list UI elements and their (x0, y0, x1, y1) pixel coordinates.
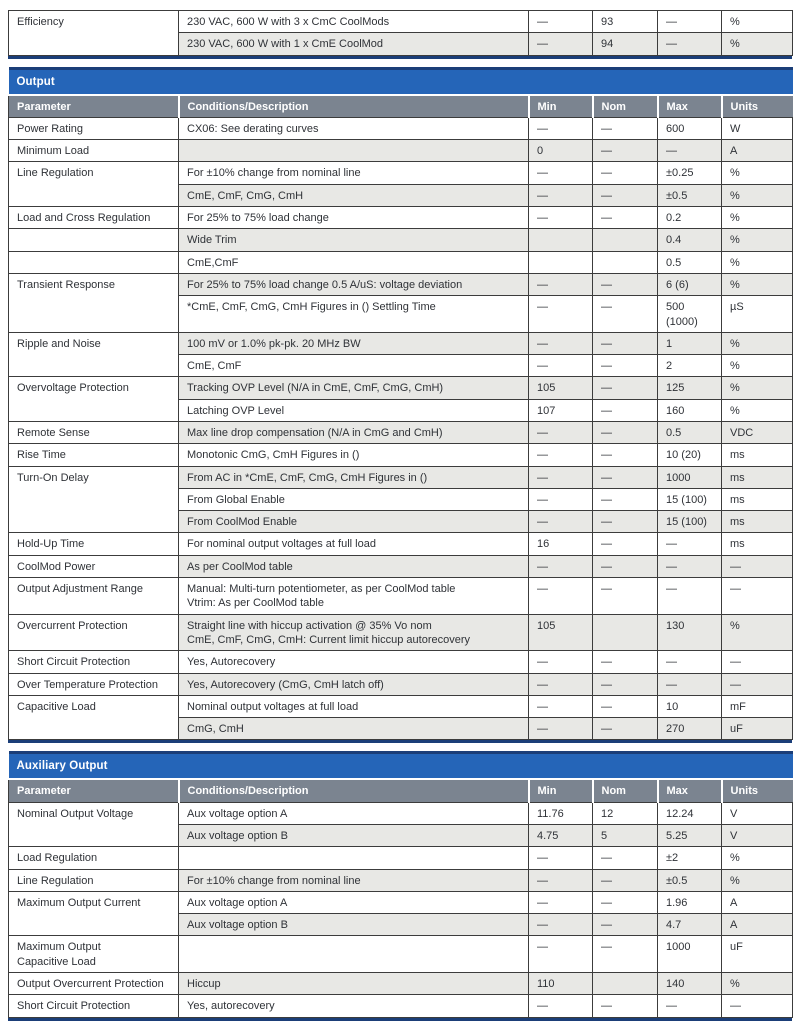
nom-cell: — (593, 673, 658, 695)
nom-cell: — (593, 869, 658, 891)
units-cell: % (722, 614, 793, 651)
output-table (8, 67, 792, 744)
table-row (9, 229, 793, 251)
units-cell: ms (722, 511, 793, 533)
cond-cell: Aux voltage option A (179, 891, 529, 913)
min-cell: 105 (529, 377, 593, 399)
max-cell: — (658, 11, 722, 33)
min-cell: — (529, 914, 593, 936)
nom-cell: — (593, 533, 658, 555)
param-cell: Line Regulation (9, 869, 179, 891)
cond-cell (179, 614, 529, 651)
param-cell: Short Circuit Protection (9, 995, 179, 1017)
units-cell: % (722, 332, 793, 354)
units-cell: W (722, 117, 793, 139)
min-cell: — (529, 466, 593, 488)
nom-cell (593, 614, 658, 651)
units-cell: % (722, 869, 793, 891)
units-cell: uF (722, 718, 793, 740)
param-cell: Load Regulation (9, 847, 179, 869)
table-row (9, 162, 793, 184)
units-cell: A (722, 891, 793, 913)
param-cell: Remote Sense (9, 421, 179, 443)
nom-cell: — (593, 140, 658, 162)
table-row (9, 533, 793, 555)
max-cell: 1000 (658, 936, 722, 973)
nom-cell: — (593, 355, 658, 377)
nom-cell: — (593, 578, 658, 615)
param-cell: Maximum Output Current (9, 891, 179, 936)
units-cell: — (722, 651, 793, 673)
param-line: Capacitive Load (17, 955, 96, 968)
min-cell: 4.75 (529, 824, 593, 846)
min-cell: — (529, 995, 593, 1017)
units-cell: % (722, 355, 793, 377)
units-cell: % (722, 229, 793, 251)
cond-cell: For ±10% change from nominal line (179, 162, 529, 184)
nom-cell: — (593, 444, 658, 466)
param-cell: Line Regulation (9, 162, 179, 207)
min-cell: — (529, 695, 593, 717)
max-cell: 4.7 (658, 914, 722, 936)
min-cell: — (529, 332, 593, 354)
nom-cell: — (593, 995, 658, 1017)
min-cell: — (529, 273, 593, 295)
table-row (9, 673, 793, 695)
max-cell: 0.5 (658, 251, 722, 273)
param-cell (9, 936, 179, 973)
cond-line: Manual: Multi-turn potentiometer, as per CoolMod table (187, 583, 456, 596)
min-cell: — (529, 578, 593, 615)
section-header-row (9, 753, 793, 779)
units-cell: A (722, 140, 793, 162)
cond-cell: 100 mV or 1.0% pk-pk. 20 MHz BW (179, 332, 529, 354)
nom-cell: 5 (593, 824, 658, 846)
nom-cell: — (593, 377, 658, 399)
units-cell: µS (722, 296, 793, 333)
param-cell: Nominal Output Voltage (9, 802, 179, 847)
param-cell: Rise Time (9, 444, 179, 466)
cond-cell: Hiccup (179, 973, 529, 995)
max-cell: — (658, 555, 722, 577)
nom-cell: — (593, 651, 658, 673)
nom-cell (593, 251, 658, 273)
max-cell: 6 (6) (658, 273, 722, 295)
cond-cell: *CmE, CmF, CmG, CmH Figures in () Settling Time (179, 296, 529, 333)
nom-cell (593, 229, 658, 251)
param-cell: Turn-On Delay (9, 466, 179, 533)
min-cell: — (529, 207, 593, 229)
cond-line: CmE, CmF, CmG, CmH: Current limit hiccup autorecovery (187, 633, 470, 646)
max-cell: 10 (658, 695, 722, 717)
max-cell: 160 (658, 399, 722, 421)
max-cell: 15 (100) (658, 488, 722, 510)
spec-table (8, 67, 793, 741)
nom-cell: — (593, 695, 658, 717)
min-cell: — (529, 162, 593, 184)
units-cell: uF (722, 936, 793, 973)
units-cell: ms (722, 466, 793, 488)
cond-line: Vtrim: As per CoolMod table (187, 597, 324, 610)
max-cell: 0.4 (658, 229, 722, 251)
param-cell: Overcurrent Protection (9, 614, 179, 651)
param-cell: CoolMod Power (9, 555, 179, 577)
max-cell: 500 (1000) (658, 296, 722, 333)
cond-cell: Aux voltage option B (179, 824, 529, 846)
cond-cell: From Global Enable (179, 488, 529, 510)
cond-cell (179, 936, 529, 973)
param-cell: Output Adjustment Range (9, 578, 179, 615)
section-header: Output (9, 68, 793, 94)
nom-cell: — (593, 914, 658, 936)
nom-cell: — (593, 296, 658, 333)
units-cell: ms (722, 444, 793, 466)
cond-cell: Nominal output voltages at full load (179, 695, 529, 717)
max-cell: ±0.5 (658, 184, 722, 206)
units-cell: V (722, 824, 793, 846)
max-cell: — (658, 651, 722, 673)
param-line: Maximum Output (17, 941, 101, 954)
units-cell: — (722, 578, 793, 615)
min-cell: — (529, 718, 593, 740)
min-cell: 105 (529, 614, 593, 651)
max-cell: — (658, 533, 722, 555)
max-cell: 12.24 (658, 802, 722, 824)
column-header: Conditions/Description (179, 779, 529, 802)
cond-cell: For 25% to 75% load change 0.5 A/uS: voltage deviation (179, 273, 529, 295)
param-cell: Efficiency (9, 11, 179, 56)
param-cell: Power Rating (9, 117, 179, 139)
param-cell (9, 229, 179, 251)
min-cell: 0 (529, 140, 593, 162)
min-cell: — (529, 11, 593, 33)
column-header: Units (722, 779, 793, 802)
max-cell: — (658, 673, 722, 695)
cond-cell: Yes, Autorecovery (CmG, CmH latch off) (179, 673, 529, 695)
units-cell: % (722, 207, 793, 229)
nom-cell: — (593, 273, 658, 295)
nom-cell: — (593, 117, 658, 139)
nom-cell: — (593, 847, 658, 869)
units-cell: % (722, 847, 793, 869)
cond-cell: As per CoolMod table (179, 555, 529, 577)
table-row (9, 251, 793, 273)
units-cell: — (722, 673, 793, 695)
max-cell: 270 (658, 718, 722, 740)
units-cell: — (722, 995, 793, 1017)
units-cell: % (722, 377, 793, 399)
cond-cell (179, 140, 529, 162)
efficiency-table-continued (8, 10, 792, 59)
nom-cell: — (593, 466, 658, 488)
cond-cell: Monotonic CmG, CmH Figures in () (179, 444, 529, 466)
min-cell: — (529, 511, 593, 533)
max-cell: 0.2 (658, 207, 722, 229)
nom-cell: — (593, 936, 658, 973)
min-cell: — (529, 673, 593, 695)
cond-cell: CmE,CmF (179, 251, 529, 273)
max-cell: 0.5 (658, 421, 722, 443)
cond-line: Straight line with hiccup activation @ 35% Vo nom (187, 619, 432, 632)
min-cell: — (529, 296, 593, 333)
max-cell: 140 (658, 973, 722, 995)
column-header: Min (529, 779, 593, 802)
cond-cell: Yes, autorecovery (179, 995, 529, 1017)
max-cell: 1000 (658, 466, 722, 488)
param-cell: Minimum Load (9, 140, 179, 162)
cond-cell: Aux voltage option A (179, 802, 529, 824)
nom-cell: — (593, 332, 658, 354)
units-cell: — (722, 555, 793, 577)
column-header-row (9, 95, 793, 118)
spec-table (8, 751, 793, 1017)
units-cell: % (722, 399, 793, 421)
column-header: Parameter (9, 779, 179, 802)
table-row (9, 117, 793, 139)
max-cell: — (658, 995, 722, 1017)
min-cell (529, 229, 593, 251)
max-cell: 1.96 (658, 891, 722, 913)
table-row (9, 802, 793, 824)
nom-cell: 94 (593, 33, 658, 55)
table-row (9, 11, 793, 33)
table-row (9, 332, 793, 354)
column-header: Parameter (9, 95, 179, 118)
table-row (9, 936, 793, 973)
units-cell: % (722, 11, 793, 33)
table-row (9, 578, 793, 615)
cond-cell (179, 847, 529, 869)
cond-cell: Aux voltage option B (179, 914, 529, 936)
min-cell: — (529, 891, 593, 913)
units-cell: V (722, 802, 793, 824)
cond-cell: Yes, Autorecovery (179, 651, 529, 673)
param-cell: Capacitive Load (9, 695, 179, 740)
nom-cell: — (593, 511, 658, 533)
min-cell: 110 (529, 973, 593, 995)
max-cell: ±0.25 (658, 162, 722, 184)
max-cell: — (658, 33, 722, 55)
table-row (9, 651, 793, 673)
param-cell: Output Overcurrent Protection (9, 973, 179, 995)
min-cell: — (529, 421, 593, 443)
table-row (9, 466, 793, 488)
units-cell: % (722, 33, 793, 55)
column-header: Max (658, 779, 722, 802)
column-header: Nom (593, 95, 658, 118)
nom-cell: — (593, 555, 658, 577)
min-cell: — (529, 117, 593, 139)
min-cell: 107 (529, 399, 593, 421)
cond-cell: CmE, CmF (179, 355, 529, 377)
column-header: Nom (593, 779, 658, 802)
cond-cell: CmE, CmF, CmG, CmH (179, 184, 529, 206)
table-row (9, 421, 793, 443)
min-cell: — (529, 33, 593, 55)
min-cell: — (529, 869, 593, 891)
nom-cell: — (593, 488, 658, 510)
cond-cell: Wide Trim (179, 229, 529, 251)
nom-cell (593, 973, 658, 995)
table-row (9, 847, 793, 869)
nom-cell: — (593, 718, 658, 740)
cond-cell: Tracking OVP Level (N/A in CmE, CmF, CmG, CmH) (179, 377, 529, 399)
max-cell: 125 (658, 377, 722, 399)
param-cell: Ripple and Noise (9, 332, 179, 377)
nom-cell: — (593, 207, 658, 229)
min-cell: — (529, 847, 593, 869)
cond-cell: 230 VAC, 600 W with 3 x CmC CoolMods (179, 11, 529, 33)
table-row (9, 377, 793, 399)
param-cell: Load and Cross Regulation (9, 207, 179, 229)
column-header: Conditions/Description (179, 95, 529, 118)
units-cell: % (722, 973, 793, 995)
table-row (9, 973, 793, 995)
min-cell: — (529, 184, 593, 206)
spec-table (8, 10, 793, 56)
table-row (9, 273, 793, 295)
max-cell: 15 (100) (658, 511, 722, 533)
min-cell: 16 (529, 533, 593, 555)
max-cell: — (658, 140, 722, 162)
units-cell: mF (722, 695, 793, 717)
nom-cell: — (593, 891, 658, 913)
max-cell: ±2 (658, 847, 722, 869)
cond-cell: 230 VAC, 600 W with 1 x CmE CoolMod (179, 33, 529, 55)
table-row (9, 140, 793, 162)
cond-cell (179, 578, 529, 615)
min-cell (529, 251, 593, 273)
table-row (9, 891, 793, 913)
max-cell: 130 (658, 614, 722, 651)
section-header: Auxiliary Output (9, 753, 793, 779)
nom-cell: — (593, 421, 658, 443)
max-cell: 1 (658, 332, 722, 354)
column-header: Min (529, 95, 593, 118)
min-cell: — (529, 651, 593, 673)
units-cell: VDC (722, 421, 793, 443)
units-cell: ms (722, 488, 793, 510)
nom-cell: 12 (593, 802, 658, 824)
cond-cell: Latching OVP Level (179, 399, 529, 421)
table-row (9, 207, 793, 229)
param-cell: Transient Response (9, 273, 179, 332)
units-cell: % (722, 184, 793, 206)
min-cell: — (529, 555, 593, 577)
cond-cell: For 25% to 75% load change (179, 207, 529, 229)
param-cell (9, 251, 179, 273)
param-cell: Hold-Up Time (9, 533, 179, 555)
units-cell: ms (722, 533, 793, 555)
cond-cell: CmG, CmH (179, 718, 529, 740)
max-cell: — (658, 578, 722, 615)
max-cell: 2 (658, 355, 722, 377)
units-cell: A (722, 914, 793, 936)
param-cell: Overvoltage Protection (9, 377, 179, 422)
table-row (9, 695, 793, 717)
cond-cell: For ±10% change from nominal line (179, 869, 529, 891)
auxiliary-output-table (8, 751, 792, 1020)
table-row (9, 444, 793, 466)
units-cell: % (722, 273, 793, 295)
cond-cell: Max line drop compensation (N/A in CmG and CmH) (179, 421, 529, 443)
nom-cell: 93 (593, 11, 658, 33)
nom-cell: — (593, 399, 658, 421)
column-header: Units (722, 95, 793, 118)
cond-cell: For nominal output voltages at full load (179, 533, 529, 555)
cond-cell: From CoolMod Enable (179, 511, 529, 533)
column-header: Max (658, 95, 722, 118)
units-cell: % (722, 162, 793, 184)
cond-cell: CX06: See derating curves (179, 117, 529, 139)
min-cell: — (529, 444, 593, 466)
table-row (9, 614, 793, 651)
min-cell: — (529, 488, 593, 510)
nom-cell: — (593, 184, 658, 206)
param-cell: Over Temperature Protection (9, 673, 179, 695)
table-row (9, 869, 793, 891)
section-header-row (9, 68, 793, 94)
min-cell: — (529, 355, 593, 377)
max-cell: ±0.5 (658, 869, 722, 891)
min-cell: — (529, 936, 593, 973)
max-cell: 5.25 (658, 824, 722, 846)
nom-cell: — (593, 162, 658, 184)
min-cell: 11.76 (529, 802, 593, 824)
column-header-row (9, 779, 793, 802)
cond-cell: From AC in *CmE, CmF, CmG, CmH Figures in () (179, 466, 529, 488)
table-row (9, 555, 793, 577)
param-cell: Short Circuit Protection (9, 651, 179, 673)
units-cell: % (722, 251, 793, 273)
max-cell: 600 (658, 117, 722, 139)
max-cell: 10 (20) (658, 444, 722, 466)
